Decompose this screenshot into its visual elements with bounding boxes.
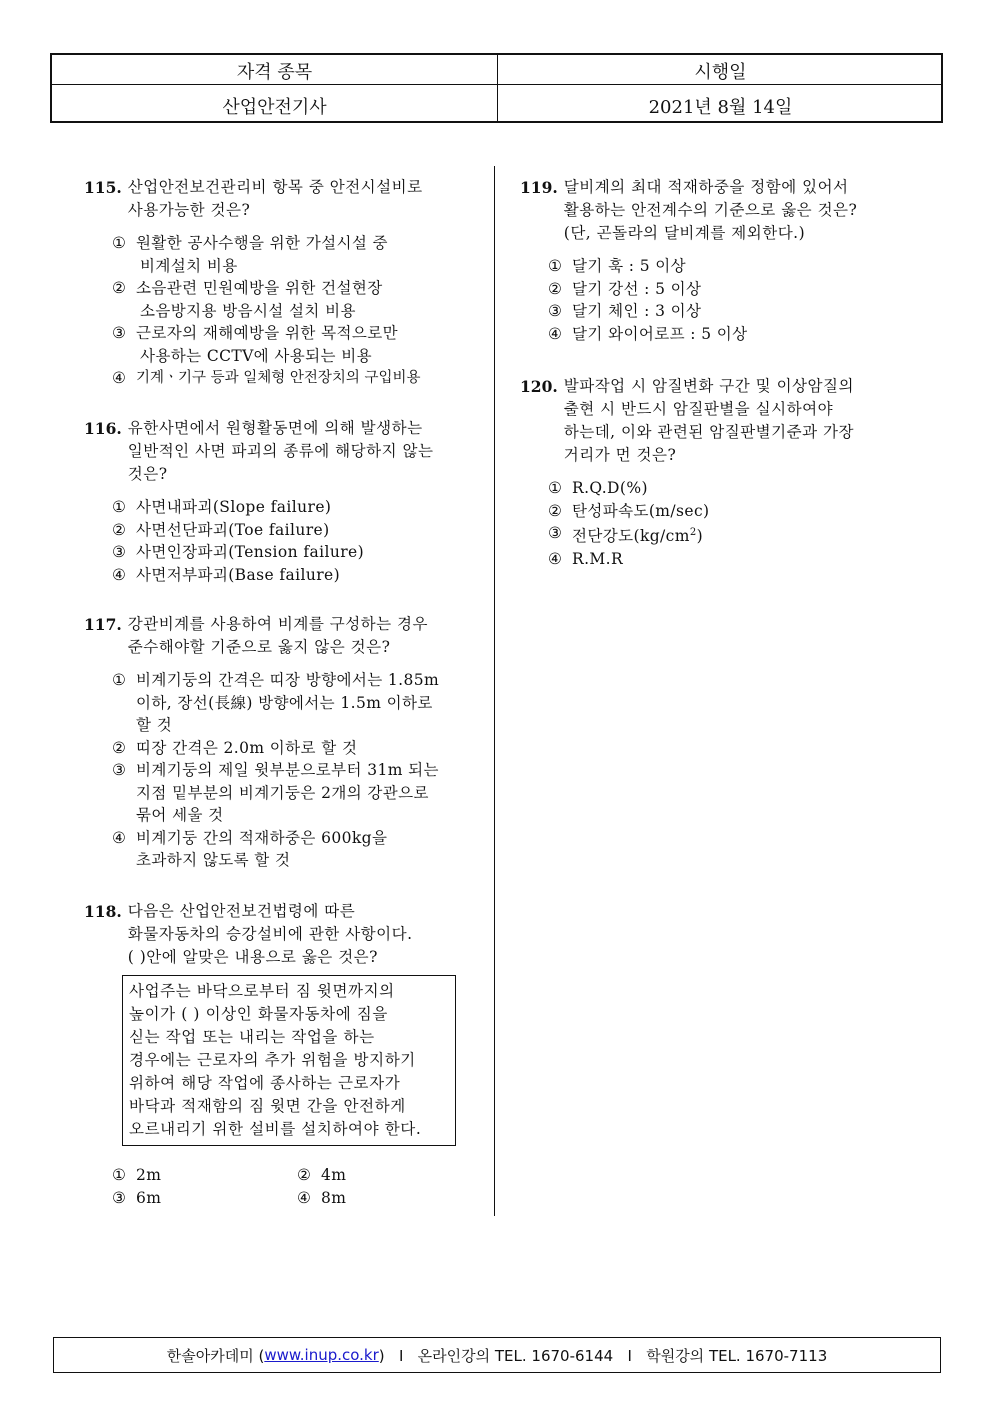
option-4[interactable] <box>112 564 433 587</box>
option-text-base: 전단강도(kg/cm <box>572 527 690 546</box>
question-line: ( )안에 알맞은 내용으로 옳은 것은? <box>127 948 378 966</box>
option-text: 사면저부파괴(Base failure) <box>136 565 341 584</box>
box-line: 위하여 해당 작업에 종사하는 근로자가 <box>129 1074 401 1092</box>
option-text: 소음관련 민원예방을 위한 건설현장 <box>136 279 383 297</box>
option-number: ② <box>112 279 126 297</box>
option-number: ③ <box>112 324 126 342</box>
question-line: 준수해야할 기준으로 옳지 않은 것은? <box>127 638 391 656</box>
option-text: R.Q.D(%) <box>572 479 648 497</box>
header-col2-title: 시행일 <box>694 62 747 83</box>
option-text: 비계설치 비용 <box>140 256 238 275</box>
option-4[interactable] <box>112 827 439 872</box>
question-number: 118. <box>84 902 122 921</box>
option-text: 이하, 장선(長線) 방향에서는 1.5m 이하로 <box>136 693 433 712</box>
header-col1-value: 산업안전기사 <box>222 97 327 118</box>
option-text: 8m <box>321 1188 347 1207</box>
question-line: 산업안전보건관리비 항목 중 안전시설비로 <box>127 178 423 196</box>
option-number: ② <box>548 279 562 298</box>
question-line: 것은? <box>127 465 168 483</box>
box-line: 싣는 작업 또는 내리는 작업을 하는 <box>129 1028 375 1046</box>
option-text: 띠장 간격은 2.0m 이하로 할 것 <box>136 738 358 757</box>
question-line: 화물자동차의 승강설비에 관한 사항이다. <box>127 925 413 943</box>
question-115 <box>84 176 423 390</box>
option-text: 기계ㆍ기구 등과 일체형 안전장치의 구입비용 <box>136 370 421 386</box>
question-line: 강관비계를 사용하여 비계를 구성하는 경우 <box>127 615 428 633</box>
option-2[interactable] <box>297 1164 482 1187</box>
option-number: ② <box>112 738 126 757</box>
option-text: 소음방지용 방음시설 설치 비용 <box>140 301 356 320</box>
question-117 <box>84 613 439 872</box>
option-4[interactable] <box>548 548 854 571</box>
option-number: ④ <box>548 324 562 343</box>
option-text: 사면내파괴(Slope failure) <box>136 498 332 516</box>
header-divider-horizontal <box>52 84 941 85</box>
option-text: 달기 강선 : 5 이상 <box>572 279 702 298</box>
option-text: 달기 훅 : 5 이상 <box>572 257 687 275</box>
option-number: ④ <box>112 565 126 584</box>
box-line: 오르내리기 위한 설비를 설치하여야 한다. <box>129 1120 422 1138</box>
option-3[interactable] <box>112 541 433 564</box>
option-3[interactable] <box>548 300 857 323</box>
option-3[interactable] <box>548 522 854 548</box>
question-number: 115. <box>84 178 122 197</box>
option-number: ① <box>112 234 126 252</box>
option-1[interactable] <box>112 496 433 519</box>
footer-contact: ) I 온라인강의 TEL. 1670-6144 I 학원강의 TEL. 1670-7113 <box>378 1346 828 1365</box>
box-line: 바닥과 적재함의 짐 윗면 간을 안전하게 <box>129 1097 406 1115</box>
option-text: 6m <box>136 1188 162 1207</box>
option-number: ④ <box>297 1188 311 1207</box>
option-text: 4m <box>321 1166 347 1184</box>
option-number: ② <box>112 520 126 539</box>
option-number: ① <box>112 1166 126 1184</box>
question-number: 117. <box>84 615 122 634</box>
option-number: ② <box>297 1166 311 1184</box>
option-text: 탄성파속도(m/sec) <box>572 501 710 520</box>
option-text: R.M.R <box>572 549 624 568</box>
option-4[interactable] <box>548 323 857 346</box>
option-text: 사면인장파괴(Tension failure) <box>136 543 365 561</box>
question-line: 사용가능한 것은? <box>127 201 251 219</box>
option-number: ④ <box>112 828 126 847</box>
box-line: 높이가 ( ) 이상인 화물자동차에 짐을 <box>129 1005 388 1023</box>
box-line: 경우에는 근로자의 추가 위험을 방지하기 <box>129 1051 416 1069</box>
option-4[interactable] <box>112 367 423 390</box>
quoted-text-box <box>122 975 456 1146</box>
option-text: 달기 와이어로프 : 5 이상 <box>572 324 748 343</box>
question-line: (단, 곤돌라의 달비계를 제외한다.) <box>563 224 806 242</box>
option-text: 초과하지 않도록 할 것 <box>136 851 291 869</box>
option-text: 할 것 <box>136 716 173 734</box>
option-3[interactable] <box>112 322 423 367</box>
option-text: 원활한 공사수행을 위한 가설시설 중 <box>136 234 388 252</box>
option-number: ① <box>548 479 562 497</box>
question-116 <box>84 417 433 586</box>
option-3[interactable] <box>112 759 439 827</box>
option-text: 사용하는 CCTV에 사용되는 비용 <box>140 346 372 365</box>
option-text: 사면선단파괴(Toe failure) <box>136 520 330 539</box>
superscript: 2 <box>689 527 697 538</box>
option-text: 비계기둥 간의 적재하중은 600kg을 <box>136 828 388 847</box>
question-number: 116. <box>84 419 122 438</box>
header-col2-value: 2021년 8월 14일 <box>648 97 793 118</box>
option-1[interactable] <box>112 1164 297 1187</box>
option-3[interactable] <box>112 1187 297 1210</box>
question-line: 활용하는 안전계수의 기준으로 옳은 것은? <box>563 201 858 219</box>
option-number: ③ <box>112 543 126 561</box>
option-number: ③ <box>548 302 562 320</box>
option-2[interactable] <box>548 500 854 523</box>
header-table <box>50 53 943 123</box>
question-120 <box>520 375 854 570</box>
column-divider <box>494 166 495 1216</box>
question-number: 120. <box>520 377 558 396</box>
footer <box>53 1337 941 1373</box>
option-number: ② <box>548 501 562 520</box>
option-number: ① <box>112 498 126 516</box>
footer-academy: 한솔아카데미 ( <box>166 1346 265 1365</box>
question-line: 유한사면에서 원형활동면에 의해 발생하는 <box>127 419 423 437</box>
option-text: 비계기둥의 제일 윗부분으로부터 31m 되는 <box>136 761 439 779</box>
question-119 <box>520 176 857 345</box>
question-line: 일반적인 사면 파괴의 종류에 해당하지 않는 <box>127 442 434 460</box>
question-line: 다음은 산업안전보건법령에 따른 <box>127 902 356 920</box>
option-text: 지점 밑부분의 비계기둥은 2개의 강관으로 <box>136 783 429 802</box>
box-line: 사업주는 바닥으로부터 짐 윗면까지의 <box>129 982 395 1000</box>
option-2[interactable] <box>112 519 433 542</box>
option-text: 묶어 세울 것 <box>136 806 224 824</box>
option-number: ③ <box>548 524 562 542</box>
option-1[interactable] <box>112 232 423 277</box>
footer-website-link[interactable]: www.inup.co.kr <box>264 1346 379 1364</box>
option-2[interactable] <box>548 278 857 301</box>
option-text: 비계기둥의 간격은 띠장 방향에서는 1.85m <box>136 671 440 689</box>
question-line: 거리가 먼 것은? <box>563 446 677 464</box>
question-118 <box>84 900 482 1209</box>
question-line: 하는데, 이와 관련된 암질판별기준과 가장 <box>563 423 854 441</box>
option-text-tail: ) <box>696 527 704 546</box>
option-number: ③ <box>112 1188 126 1207</box>
question-number: 119. <box>520 178 558 197</box>
option-number: ③ <box>112 761 126 779</box>
option-number: ④ <box>548 549 562 568</box>
option-2[interactable] <box>112 737 439 760</box>
question-line: 달비계의 최대 적재하중을 정함에 있어서 <box>563 178 849 196</box>
question-line: 출현 시 반드시 암질판별을 실시하여야 <box>563 400 834 418</box>
option-text: 2m <box>136 1166 162 1184</box>
option-number: ① <box>548 257 562 275</box>
question-line: 발파작업 시 암질변화 구간 및 이상암질의 <box>563 377 854 395</box>
option-text: 달기 체인 : 3 이상 <box>572 302 702 320</box>
option-number: ④ <box>112 369 126 387</box>
header-col1-title: 자격 종목 <box>236 62 313 83</box>
option-2[interactable] <box>112 277 423 322</box>
option-number: ① <box>112 671 126 689</box>
option-1[interactable] <box>548 477 854 500</box>
option-4[interactable] <box>297 1187 482 1210</box>
option-text <box>572 522 703 548</box>
option-1[interactable] <box>548 255 857 278</box>
option-1[interactable] <box>112 669 439 737</box>
option-text: 근로자의 재해예방을 위한 목적으로만 <box>136 324 398 342</box>
